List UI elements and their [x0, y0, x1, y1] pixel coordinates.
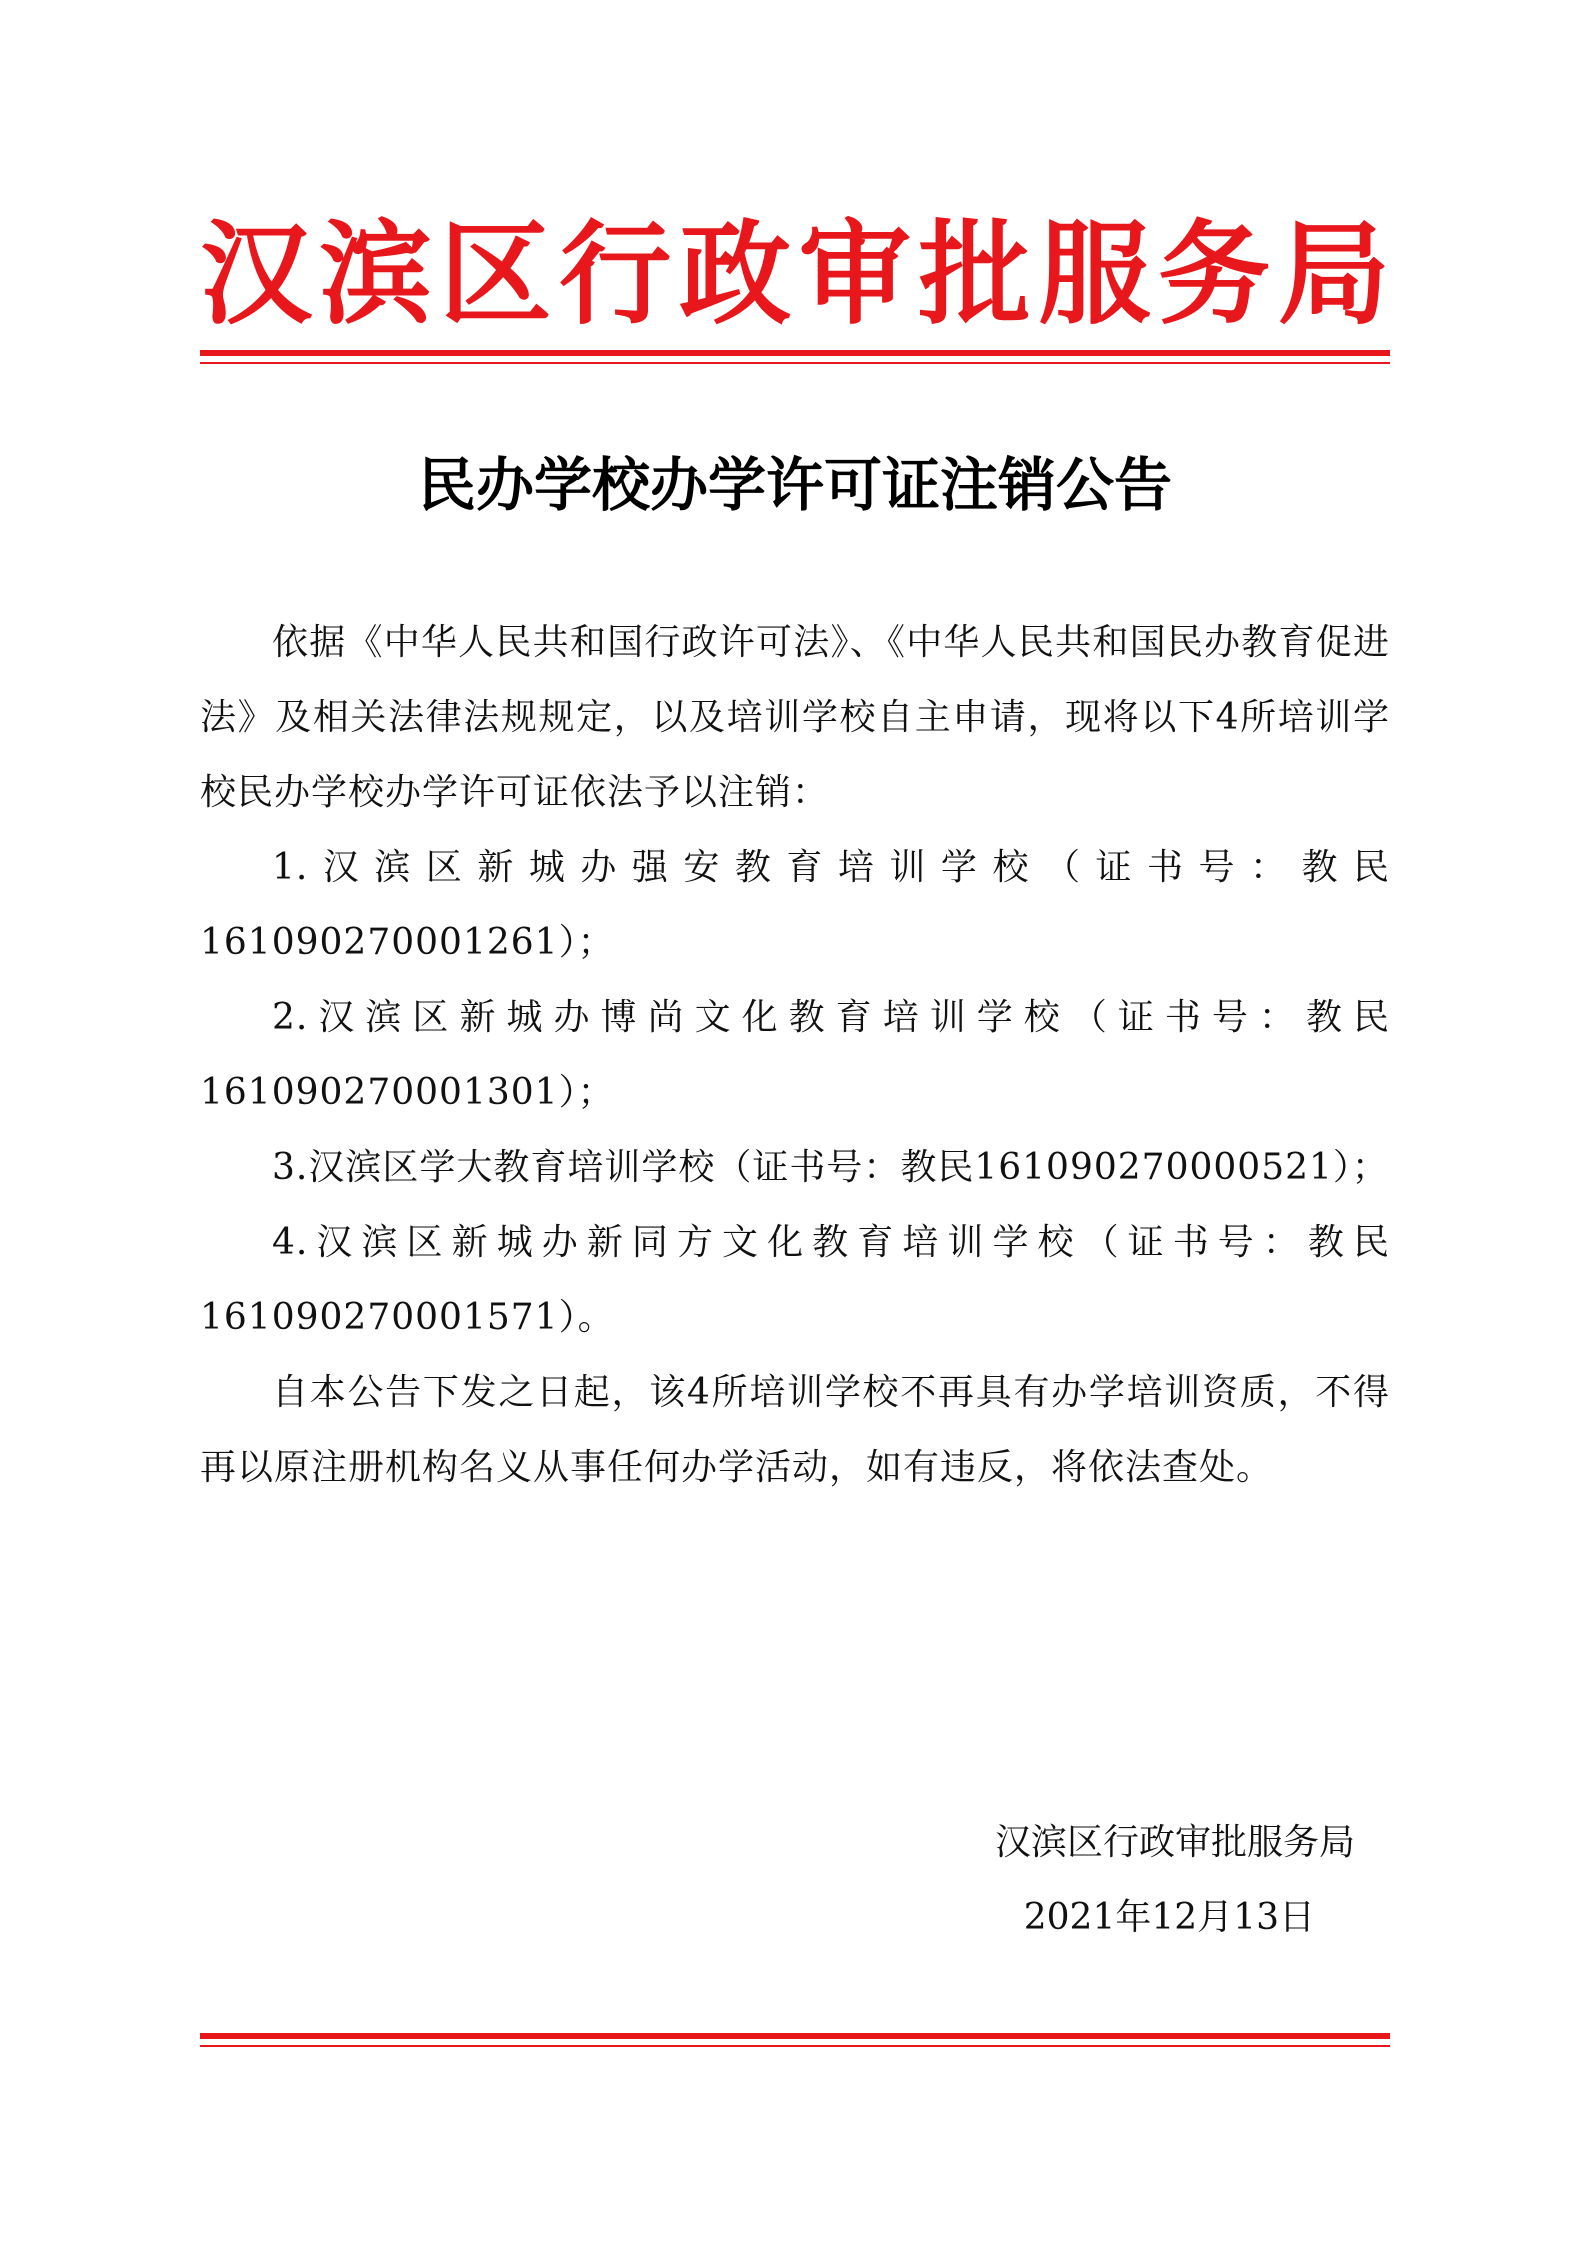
- letterhead-char: 区: [439, 209, 552, 340]
- letterhead-char: 局: [1277, 209, 1390, 340]
- issuer-letterhead: [200, 200, 1390, 350]
- letterhead-char: 务: [1158, 209, 1271, 340]
- letterhead-char: 服: [1038, 209, 1151, 340]
- paragraph-intro: 依据《中华人民共和国行政许可法》、《中华人民共和国民办教育促进法》及相关法律法规规定，以及培训学校自主申请，现将以下4所培训学校民办学校办学许可证依法予以注销：: [200, 622, 1390, 813]
- list-item: 2.汉滨区新城办博尚文化教育培训学校（证书号：教民161090270001301）；: [200, 997, 1390, 1113]
- list-item: 4.汉滨区新城办新同方文化教育培训学校（证书号：教民161090270001571）。: [200, 1222, 1390, 1338]
- header-divider-thin: [200, 362, 1390, 364]
- document-body: [200, 605, 1390, 1505]
- letterhead-char: 行: [559, 209, 672, 340]
- list-item: 3.汉滨区学大教育培训学校（证书号：教民161090270000521）；: [272, 1147, 1389, 1188]
- footer-divider-thin: [200, 2045, 1390, 2047]
- header-divider-thick: [200, 350, 1390, 356]
- signature-block: [200, 1805, 1355, 1955]
- letterhead-char: 汉: [200, 209, 312, 340]
- paragraph-conclusion: 自本公告下发之日起，该4所培训学校不再具有办学培训资质，不得再以原注册机构名义从事任何办学活动，如有违反，将依法查处。: [200, 1372, 1390, 1488]
- footer-divider-thick: [200, 2033, 1390, 2039]
- signature-issuer: 汉滨区行政审批服务局: [994, 1822, 1355, 1863]
- document-title: 民办学校办学许可证注销公告: [417, 451, 1172, 519]
- letterhead-char: 滨: [319, 209, 432, 340]
- letterhead-char: 批: [918, 209, 1031, 340]
- letterhead-char: 政: [679, 209, 792, 340]
- list-item: 1.汉滨区新城办强安教育培训学校（证书号：教民161090270001261）；: [200, 847, 1390, 963]
- letterhead-char: 审: [798, 209, 911, 340]
- signature-date: 2021年12月13日: [1023, 1897, 1315, 1938]
